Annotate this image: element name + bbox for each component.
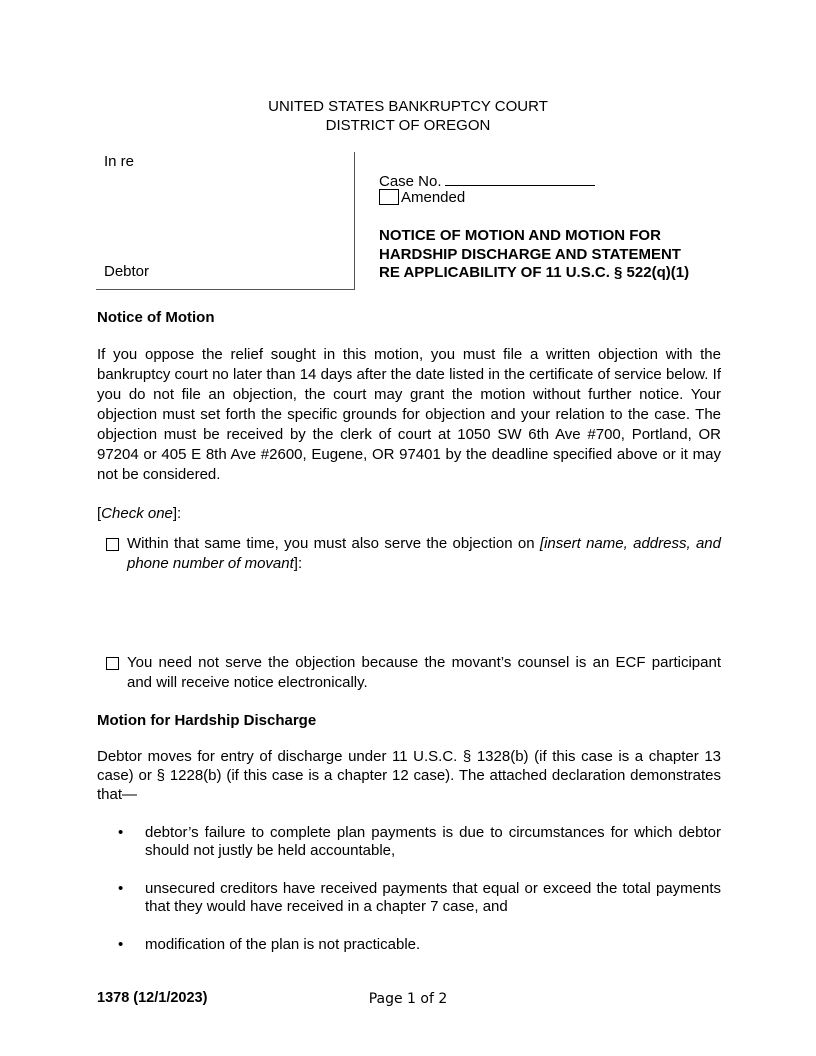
bullet-icon: •	[118, 936, 124, 953]
check-one-close: ]:	[172, 505, 182, 522]
check-one-open: [	[97, 505, 102, 522]
option-serve-text	[127, 534, 721, 574]
amended-field[interactable]	[379, 189, 465, 207]
option-serve-checkbox[interactable]	[106, 538, 119, 551]
case-number-label: Case No.	[379, 173, 442, 190]
bullet-icon: •	[118, 824, 124, 841]
bullet-icon: •	[118, 880, 124, 897]
check-one-italic: Check one	[101, 505, 173, 522]
title-line-1: NOTICE OF MOTION AND MOTION FOR	[379, 227, 661, 244]
option-serve-objection[interactable]	[106, 534, 721, 574]
caption-divider-vertical	[354, 152, 355, 290]
option-ecf-text: You need not serve the objection because the movant’s counsel is an ECF participant and will receive notice electronically.	[127, 654, 721, 691]
caption-divider-horizontal	[96, 289, 355, 290]
list-item	[118, 824, 721, 860]
motion-paragraph: Debtor moves for entry of discharge under 11 U.S.C. § 1328(b) (if this case is a chapter 13 case) or § 1228(b) (if this case is a chapter 12 case). The attached declaration demonstrates that—	[97, 748, 721, 803]
check-one-instruction	[97, 505, 181, 523]
list-item-text: modification of the plan is not practicable.	[145, 936, 421, 953]
debtor-label: Debtor	[104, 263, 150, 280]
form-number: 1378 (12/1/2023)	[97, 990, 208, 1006]
notice-heading: Notice of Motion	[97, 309, 215, 326]
option-serve-text-main: Within that same time, you must also serve the objection on	[127, 535, 540, 552]
title-line-3: RE APPLICABILITY OF 11 U.S.C. § 522(q)(1)	[379, 264, 690, 281]
case-number-field[interactable]	[379, 171, 595, 191]
in-re-label: In re	[104, 153, 135, 170]
court-name: UNITED STATES BANKRUPTCY COURT	[268, 98, 548, 115]
court-district: DISTRICT OF OREGON	[325, 117, 491, 134]
document-title	[379, 227, 739, 283]
case-number-blank[interactable]	[445, 171, 595, 186]
option-ecf-participant[interactable]	[106, 653, 721, 693]
option-ecf-checkbox[interactable]	[106, 657, 119, 670]
list-item-text: debtor’s failure to complete plan payments is due to circumstances for which debtor should not justly be held accountable,	[145, 824, 721, 859]
motion-heading: Motion for Hardship Discharge	[97, 712, 317, 729]
option-serve-text-close: ]:	[293, 555, 303, 572]
list-item	[118, 936, 721, 954]
list-item	[118, 880, 721, 916]
amended-label: Amended	[401, 189, 466, 206]
notice-paragraph: If you oppose the relief sought in this motion, you must file a written objection with the bankruptcy court no later than 14 days after the date listed in the certificate of service below. If you do not file an objection, the court may grant the motion without further notice. Your objection must set forth the specific grounds for objection and your relation to the case. The objection must be received by the clerk of court at 1050 SW 6th Ave #700, Portland, OR 97204 or 405 E 8th Ave #2600, Eugene, OR 97401 by the deadline specified above or it may not be considered.	[97, 346, 721, 483]
option-serve-text-italic: [insert name, address, and phone number of movant	[127, 535, 721, 572]
amended-checkbox[interactable]	[379, 189, 399, 205]
list-item-text: unsecured creditors have received payments that equal or exceed the total payments that they would have received in a chapter 7 case, and	[145, 880, 721, 915]
title-line-2: HARDSHIP DISCHARGE AND STATEMENT	[379, 245, 681, 263]
page-number: Page 1 of 2	[368, 991, 448, 1007]
